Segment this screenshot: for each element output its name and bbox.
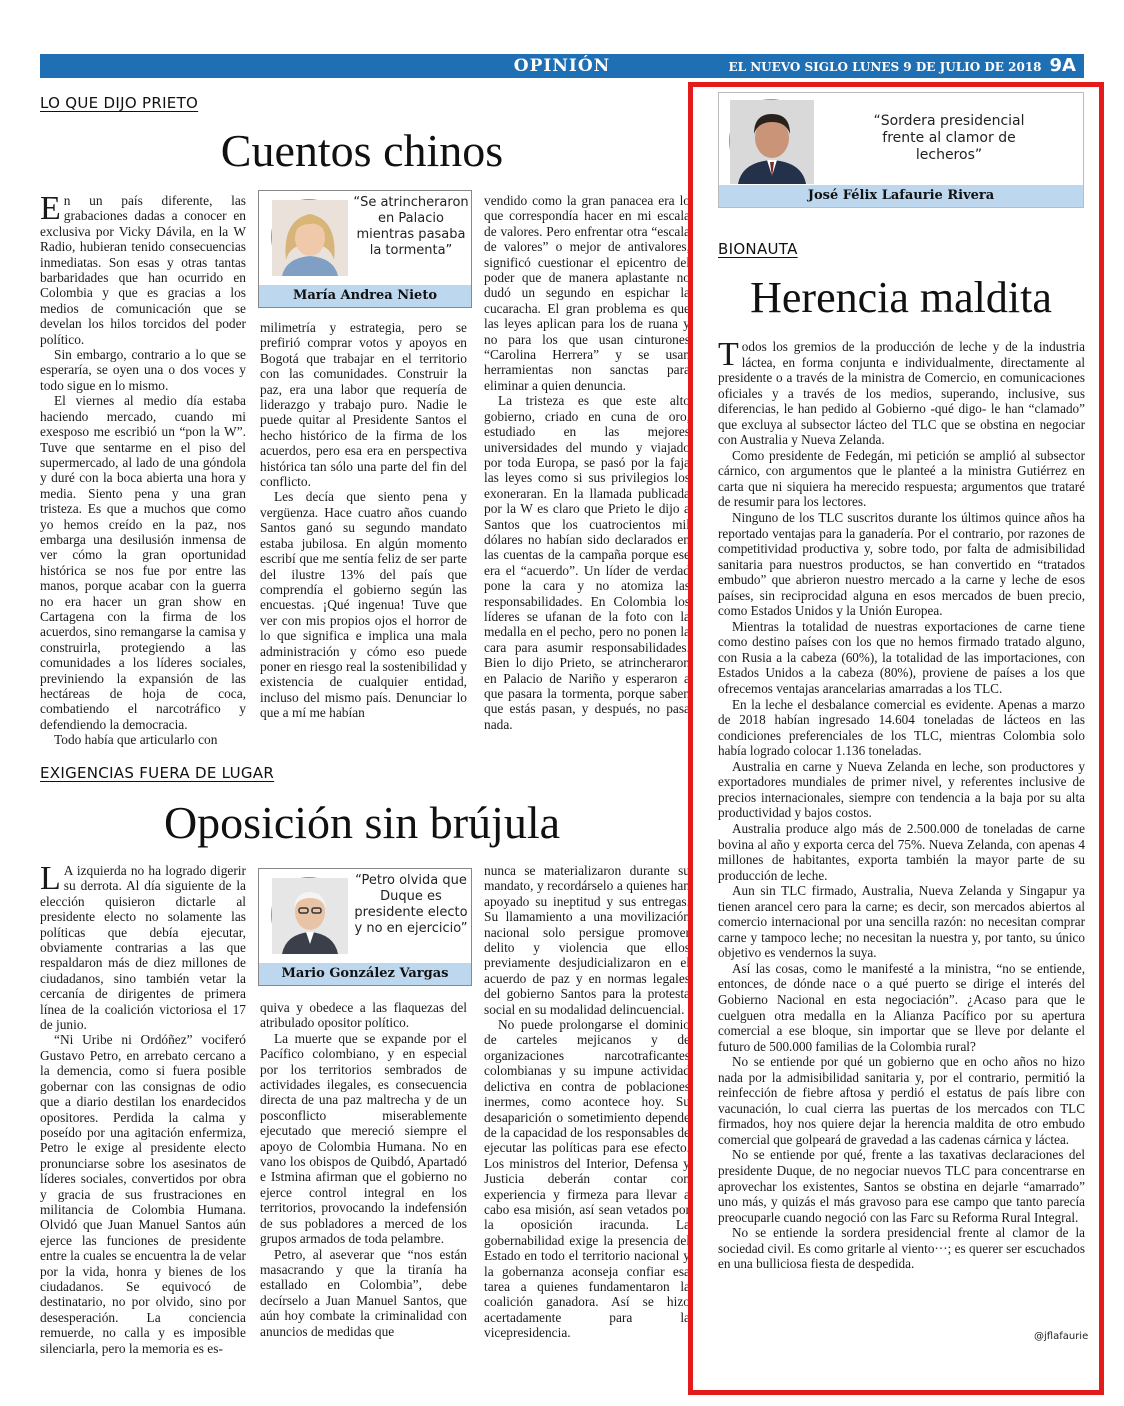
section-title: OPINIÓN [513, 56, 611, 76]
article1-author-name: María Andrea Nieto [259, 285, 471, 307]
article2-quote-box [258, 868, 472, 986]
article3-pull-quote: “Sordera presidencial frente al clamor de lecheros” [873, 113, 1025, 163]
article2-dropcap: L [40, 860, 61, 897]
author-portrait-icon [272, 878, 348, 954]
article3-headline: Herencia maldita [750, 273, 1052, 322]
article2-kicker: EXIGENCIAS FUERA DE LUGAR [40, 764, 275, 782]
publication-date: EL NUEVO SIGLO LUNES 9 DE JULIO DE 2018 [728, 60, 1042, 74]
author-photo-mario-gonzalez-vargas [271, 877, 347, 953]
article1-quote-box [258, 190, 472, 308]
article1-headline: Cuentos chinos [220, 125, 504, 176]
article3-quote-box [718, 92, 1084, 208]
article3-kicker: BIONAUTA [718, 240, 798, 258]
article3-dropcap: T [718, 336, 739, 373]
article1-column-2: milimetría y estrategia, pero se prefirió comprar votos y apoyos en Bogotá que trabajar en el territorio con las comunidades. Construir la paz, era una labor que requería de liderazgo y trabajo puro. Nadie le puede quitar al Presidente Santos el hecho histórico de la firma de los acuerdos, pero esa era en perspectiva histórica tan sólo una parte del fin del conflicto. Les decía que siento pena y vergüenza. Hace cuatro años cuando Santos ganó su segundo mandato estaba jubilosa. En algún momento escribí que me sentía feliz de ser parte del ilustre 13% del país que comprendía el gobierno según las encuestas. ¡Qué ingenua! Tuve que ver con mis propios ojos el horror de lo que significa e implica una mala administración y cómo eso puede poner en riesgo real la sostenibilidad y existencia de cualquier entidad, incluso del mismo país. Denunciar lo que a mí me habían [260, 320, 467, 721]
article1-kicker: LO QUE DIJO PRIETO [40, 94, 199, 112]
author-photo-maria-andrea-nieto [271, 199, 347, 275]
author-handle: @jflafaurie [1034, 1331, 1089, 1342]
article1-column-1: En un país diferente, las grabaciones dadas a conocer en exclusiva por Vicky Dávila, en la W Radio, hubieran tenido consecuencias inmediatas. Son esas y otras tantas barbaridades que han ocurrido en Colombia y que es gracias a los medios de comunicación que se develan los hilos torcidos del poder político. Sin embargo, contrario a lo que se esperaría, se oyen una o dos voces y todo sigue en lo mismo. El viernes al medio día estaba haciendo mercado, cuando mi exesposo me escribió un “pon la W”. Tuve que sentarme en el piso del supermercado, al lado de una góndola y duré con la boca abierta una hora y media. Siento pena y una gran tristeza. Es que a muchos que como yo hemos creído en la paz, nos embarga una desilusión inmensa de ver cómo la gran oportunidad histórica se nos fue por entre las manos, porque acabar con la guerra no era hacer un gran show en Cartagena con la firma de los acuerdos, sino remangarse la camisa y construirla, protegiendo a las comunidades a los líderes sociales, previniendo la expansión de las hectáreas de hoja de coca, combatiendo el narcotráfico y defendiendo la democracia. Todo había que articularlo con [40, 190, 246, 748]
page-number: 9A [1049, 55, 1076, 76]
article3-author-name: José Félix Lafaurie Rivera [719, 185, 1083, 207]
article3-body: Todos los gremios de la producción de leche y de la industria láctea, en forma conjunta e individualmente, directamente al presidente o a través de la ministra de Comercio, en comunicaciones oficiales y a través de los medios, superando, inclusive, sus diferencias, le han pedido al Gobierno -qué digo- le han “clamado” que excluya al subsector lácteo del TLC que se obstina en negociar con Australia y Nueva Zelanda. Como presidente de Fedegán, mi petición se amplió al subsector cárnico, con argumentos que le planteé a la ministra Gutiérrez en carta que ni siquiera ha merecido respuesta; argumentos que trataré de resumir para los lectores. Ninguno de los TLC suscritos durante los últimos quince años ha reportado ventajas para la ganadería. Por el contrario, por razones de competitividad productiva y, sobre todo, por falta de admisibilidad sanitaria para nuestros productos, se han convertido en “tratados embudo” que abrieron nuestro mercado a la carne y leche de esos países, sin reciprocidad alguna en esos mercados de buen precio, como Estados Unidos y la Unión Europea. Mientras la totalidad de nuestras exportaciones de carne tiene como destino países con los que no hemos firmado tratado alguno, con Rusia a la cabeza (60%), la totalidad de las importaciones, con Estados Unidos a la cabeza (80%), proviene de países a los que ofrecemos ventajas arancelarias amarradas a los TLC. En la leche el desbalance comercial es evidente. Apenas a marzo de 2018 habían ingresado 14.604 toneladas de lácteos en las condiciones preferenciales de los TLC, mientras Colombia solo había logrado colocar 1.136 toneladas. Australia en carne y Nueva Zelanda en leche, son productores y exportadores mundiales de primer nivel, y referentes inclusive de precios internacionales, siempre con tendencia a la baja por su alta productividad y bajos costos. Australia produce algo más de 2.500.000 de toneladas de carne bovina al año y exporta cerca del 75%. Nueva Zelanda, con apenas 4 millones de habitantes, exporta también la mayor parte de su producción de leche. Aun sin TLC firmado, Australia, Nueva Zelanda y Singapur ya tienen arancel cero para la carne; es decir, son mercados abiertos al comercio internacional por una sencilla razón: no necesitan comprar carne y tampoco leche; no necesitan la nuestra y, por tanto, su único objetivo es vendernos la suya. Así las cosas, como le manifesté a la ministra, “no se entiende, entonces, de dónde nace o a qué puerto se dirige el interés del Gobierno Nacional en esta negociación”. ¿Acaso para que le cuelguen otra medalla en la Alianza Pacífico por su apertura comercial a ese bloque, sin importar que se lleve por delante el futuro de 500.000 familias de la Colombia rural? No se entiende por qué un gobierno que en ocho años no hizo nada por la admisibilidad sanitaria y, por el contrario, permitió la reinfección de fiebre aftosa y perdió el estatus de país libre con vacunación, lo cual cierra las puertas de los mercados con TLC firmados, hoy nos quiere dejar la herencia maldita de otro embudo comercial que golpeará de gravedad a las cadenas cárnica y láctea. No se entiende por qué, frente a las taxativas declaraciones del presidente Duque, de no negociar nuevos TLC para concentrarse en aprovechar los existentes, Santos se obstina en dejarle “amarrado” uno más, y quizás el más gravoso para ese campo que tanto parecía preocuparle cuando negoció con las Farc su Reforma Rural Integral. No se entiende la sordera presidencial frente al clamor de la sociedad civil. Es como gritarle al viento···; es querer ser escuchados en una bulliciosa fiesta de despedida. [718, 336, 1085, 1272]
article2-author-name: Mario González Vargas [259, 963, 471, 985]
author-portrait-icon [730, 100, 814, 184]
article2-column-2: quiva y obedece a las flaquezas del atribulado opositor político. La muerte que se expande por el Pacífico colombiano, y en especial por los territorios sembrados de actividades ilegales, es consecuencia directa de una paz maltrecha y de un posconflicto miserablemente ejecutado que mereció siempre el apoyo de Colombia Humana. No en vano los obispos de Quibdó, Apartadó e Istmina afirman que el gobierno no ejerce control integral en los territorios, provocando la indefensión de sus pobladores a merced de los grupos armados de toda pelambre. Petro, al aseverar que “nos están masacrando y que la tiranía ha estallado en Colombia”, debe decírselo a Juan Manuel Santos, que aún hoy combate la criminalidad con anuncios de medidas que [260, 1000, 467, 1339]
publication-info [728, 54, 1076, 78]
article2-column-3: nunca se materializaron durante su mandato, y recordárselo a quienes han apoyado su ineptitud y sus entregas. Su llamamiento a una movilización nacional solo persigue promover delito y violencia que ellos previamente desjudicializaron en el acuerdo de paz y en normas legales del gobierno Santos para la protesta social en su modalidad delincuencial. No puede prolongarse el dominio de carteles mejicanos y de organizaciones narcotraficantes colombianas y su impune actividad delictiva en contra de poblaciones inermes, como acontece hoy. Su desaparición o sometimiento depende de la capacidad de los responsables de ejecutar las políticas para ese efecto. Los ministros del Interior, Defensa y Justicia deberán contar con experiencia y firmeza para llevar a cabo esa misión, así sean vetados por la oposición iracunda. La gobernabilidad exige la presencia del Estado en todo el territorio nacional y la gobernanza aconseja confiar esa tarea a quienes fundamentaron la coalición ganadora. Así se hizo acertadamente para la vicepresidencia. [484, 863, 690, 1341]
article2-headline: Oposición sin brújula [163, 797, 561, 848]
author-photo-jose-felix-lafaurie [729, 99, 813, 183]
article1-pull-quote: “Se atrincheraron en Palacio mientras pasaba la tormenta” [353, 195, 469, 258]
article1-column-3: vendido como la gran panacea era lo que correspondía hacer en mi escala de valores. Pero enfrentar otra “escala de valores” o mejor de antivalores, significó cuestionar el epicentro del poder que de manera aplastante no dudó un segundo en espichar la cucaracha. El gran problema es que las leyes aplican para los de ruana y no para los que usan cinturones “Carolina Herrera” y se usan herramientas non sanctas para eliminar a quien denuncia. La tristeza es que este alto gobierno, criado en cuna de oro, estudiado en las mejores universidades del mundo y viajado por toda Europa, se pasó por la faja las leyes como si sus privilegios los exoneraran. En la llamada publicada por la W es claro que Prieto le dijo a Santos que los cuatrocientos mil dólares no habían sido declarados en las cuentas de la campaña porque ese era el “acuerdo”. Un líder de verdad pone la cara y no atomiza las responsabilidades. En Colombia los líderes se ufanan de la foto con la medalla en el pecho, pero no ponen la cara para asumir responsabilidades. Bien lo dijo Prieto, se atrincheraron en Palacio de Nariño y esperaron a que pasara la tormenta, porque saben que estás pasan, y después, no pasa nada. [484, 193, 690, 732]
author-portrait-icon [272, 200, 348, 276]
article2-pull-quote: “Petro olvida que Duque es presidente electo y no en ejercicio” [354, 873, 468, 936]
article1-dropcap: E [40, 190, 61, 227]
section-header-bar [40, 54, 1084, 78]
article2-column-1: L A izquierda no ha logrado digerir su derrota. Al día siguiente de la elección quisieron dictarle al presidente electo no solamente las políticas que debía ejecutar, obviamente contrarias a las que respaldaron más de diez millones de ciudadanos, sino también vetar la cercanía de dirigentes de primera línea de la coalición victoriosa el 17 de junio. “Ni Uribe ni Ordóñez” vociferó Gustavo Petro, en arrebato cercano a la demencia, como si fuera posible gobernar con las consignas de odio que a diario destilan los enardecidos opositores. Perdida la calma y poseído por una agitación enfermiza, Petro le exige al presidente electo pronunciarse sobre los asesinatos de líderes sociales, convertidos por obra y gracia de sus frustraciones en militancia de Colombia Humana. Olvidó que Juan Manuel Santos aún ejerce las funciones de presidente entre la cuales se encuentra la de velar por la vida, honra y bienes de los ciudadanos. Se equivocó de destinatario, no por olvido, sino por desesperación. La conciencia remuerde, no calla y es imposible silenciarla, pero la memoria es es- [40, 860, 246, 1356]
